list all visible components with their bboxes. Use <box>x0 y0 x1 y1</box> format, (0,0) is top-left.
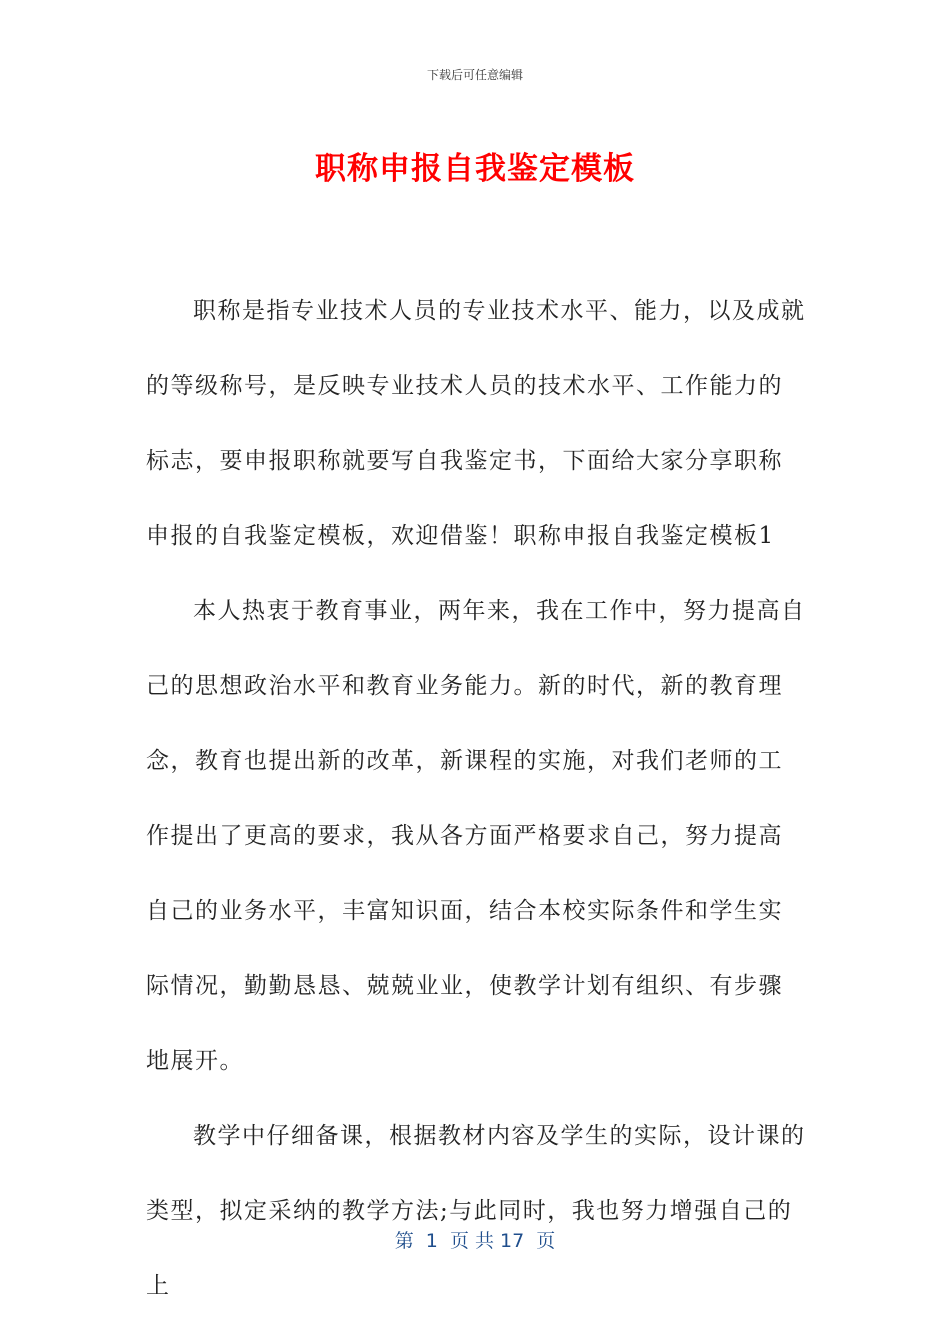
document-title: 职称申报自我鉴定模板 <box>315 151 635 187</box>
document-body <box>146 274 806 1324</box>
header-note: 下载后可任意编辑 <box>426 68 523 82</box>
paragraph-intro: 职称是指专业技术人员的专业技术水平、能力，以及成就的等级称号，是反映专业技术人员的技术水平、工作能力的标志，要申报职称就要写自我鉴定书，下面给大家分享职称申报的自我鉴定模板，欢迎借鉴！职称申报自我鉴定模板1 <box>146 298 806 549</box>
page-footer: 第 1 页 共 17 页 <box>394 1230 556 1252</box>
paragraph-lesson-prep: 教学中仔细备课，根据教材内容及学生的实际，设计课的类型，拟定采纳的教学方法;与此同时，我也努力增强自己的上 <box>146 1123 806 1299</box>
paragraph-teaching-career: 本人热衷于教育事业，两年来，我在工作中，努力提高自己的思想政治水平和教育业务能力。新的时代，新的教育理念，教育也提出新的改革，新课程的实施，对我们老师的工作提出了更高的要求，我从各方面严格要求自己，努力提高自己的业务水平，丰富知识面，结合本校实际条件和学生实际情况，勤勤恳恳、兢兢业业，使教学计划有组织、有步骤地展开。 <box>146 598 806 1074</box>
